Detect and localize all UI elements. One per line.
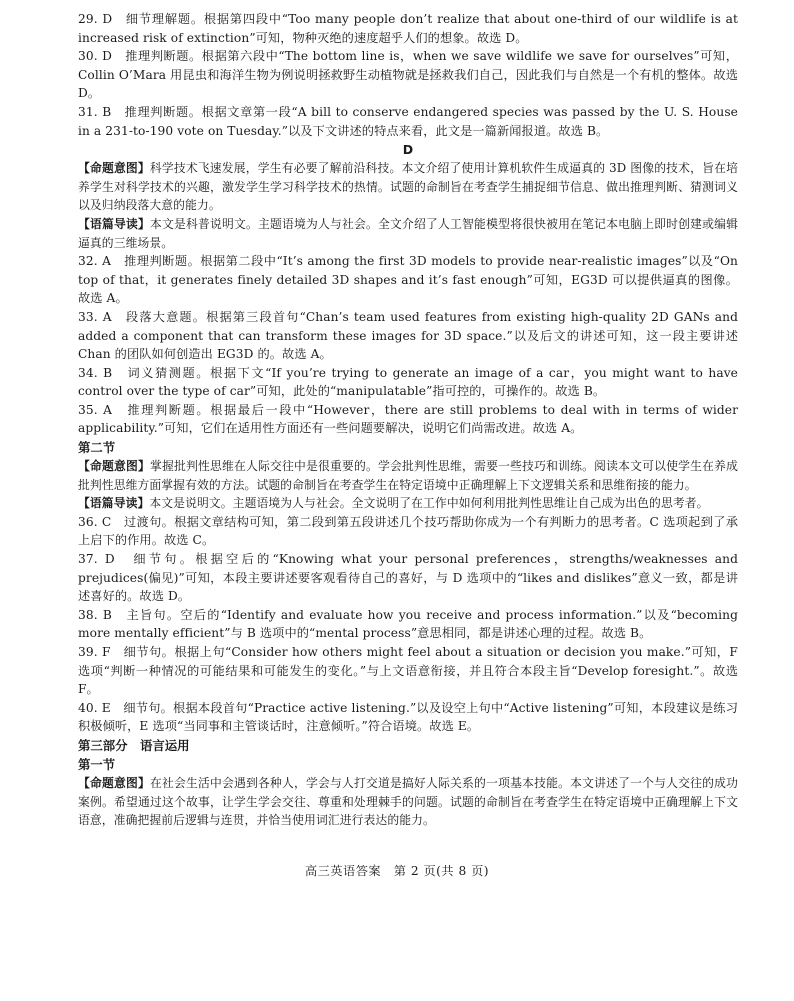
answer-item-34: 34. B 词义猜测题。根据下文“If you’re trying to generate an image of a car，you might want to have control over the type of car”可知，此处的“manipulatable”指可控的，可操作的。故选 B。: [78, 365, 738, 399]
part3-heading: 第三部分 语言运用: [78, 737, 190, 753]
answer-item-38: 38. B 主旨句。空后的“Identify and evaluate how you receive and process information.”以及“becoming more mentally efficient”与 B 选项中的“mental process”意思相同，都是讲述心理的过程。故选 B。: [78, 607, 738, 641]
answer-page: [78, 10, 738, 830]
answer-item-31: 31. B 推理判断题。根据文章第一段“A bill to conserve endangered species was passed by the U. S. House in a 231-to-190 vote on Tuesday.”以及下文讲述的特点来看，此文是一篇新闻报道。故选 B。: [78, 104, 738, 138]
answer-item-29: 29. D 细节理解题。根据第四段中“Too many people don’t realize that about one-third of our wildlife is at increased risk of extinction”可知，物种灭绝的速度超乎人们的想象。故选 D。: [78, 12, 738, 45]
p2-guide-text: 本文是说明文。主题语境为人与社会。全文说明了在工作中如何利用批判性思维让自己成为出色的思考者。: [149, 496, 709, 511]
d-guide-tag: 【语篇导读】: [78, 216, 151, 231]
answer-item-30: 30. D 推理判断题。根据第六段中“The bottom line is，when we save wildlife we save for ourselves”可知，Collin O’Mara 用昆虫和海洋生物为例说明拯救野生动植物就是拯救我们自己，因此我们与自然是一个有机的整体。故选 D。: [78, 49, 738, 101]
page-footer: 高三英语答案 第 2 页(共 8 页): [304, 864, 490, 878]
p2-intent-text: 掌握批判性思维在人际交往中是很重要的。学会批判性思维，需要一些技巧和训练。阅读本文可以使学生在养成批判性思维方面掌握有效的方法。试题的命制旨在考查学生在特定语境中正确理解上下文逻辑关系和思维衔接的能力。: [78, 459, 738, 492]
p2-guide: [78, 494, 738, 513]
p3-intent-tag: 【命题意图】: [78, 775, 151, 790]
items-top: [78, 10, 738, 140]
part3-subheading: 第一节: [78, 756, 116, 772]
answer-item-36: 36. C 过渡句。根据文章结构可知，第二段到第五段讲述几个技巧帮助你成为一个有判断力的思考者。C 选项起到了承上启下的作用。故选 C。: [78, 514, 738, 548]
d-guide: [78, 215, 738, 252]
p2-guide-tag: 【语篇导读】: [78, 496, 150, 511]
d-intent: [78, 159, 738, 215]
items-d: [78, 252, 738, 438]
p2-intent-tag: 【命题意图】: [78, 459, 151, 474]
d-intent-text: 科学技术飞速发展，学生有必要了解前沿科技。本文介绍了使用计算机软件生成逼真的 3D 图像的技术，旨在培养学生对科学技术的兴趣，激发学生学习科学技术的热情。试题的命制旨在考查学生捕捉细节信息、做出推理判断、猜测词义以及归纳段落大意的能力。: [78, 161, 738, 213]
p3-intent-text: 在社会生活中会遇到各种人，学会与人打交道是搞好人际关系的一项基本技能。本文讲述了一个与人交往的成功案例。希望通过这个故事，让学生学会交往、尊重和处理棘手的问题。试题的命制旨在考查学生在特定语境中正确理解上下文语意，准确把握前后逻辑与连贯，并恰当使用词汇进行表达的能力。: [78, 775, 738, 828]
answer-item-40: 40. E 细节句。根据本段首句“Practice active listening.”以及设空上句中“Active listening”可知，本段建议是练习积极倾听，E 选项“当同事和主管谈话时，注意倾听。”符合语境。故选 E。: [78, 700, 738, 734]
part2-heading: 第二节: [78, 440, 116, 456]
d-guide-text: 本文是科普说明文。主题语境为人与社会。全文介绍了人工智能模型将很快被用在笔记本电脑上即时创建或编辑逼真的三维场景。: [78, 216, 738, 250]
p2-intent: [78, 457, 738, 494]
answer-item-35: 35. A 推理判断题。根据最后一段中“However，there are still problems to deal with in terms of wider applicability.”可知，它们在适用性方面还有一些问题要解决，说明它们尚需改进。故选 A。: [78, 402, 738, 436]
answer-item-33: 33. A 段落大意题。根据第三段首句“Chan’s team used features from existing high-quality 2D GANs and added a component that can transform these images for 3D space.”以及后文的讲述可知，这一段主要讲述 Chan 的团队如何创造出 EG3D 的。故选 A。: [78, 309, 738, 362]
answer-item-39: 39. F 细节句。根据上句“Consider how others might feel about a situation or decision you make.”可知，F 选项“判断一种情况的可能结果和可能发生的变化。”与上文语意衔接，并且符合本段主旨“Develop foresight.”。故选 F。: [78, 645, 738, 697]
items-p2: [78, 513, 738, 736]
p3-intent: [78, 774, 738, 830]
section-d-heading: D: [402, 142, 414, 158]
answer-item-32: 32. A 推理判断题。根据第二段中“It’s among the first 3D models to provide near-realistic images”以及“On top of that，it generates finely detailed 3D shapes and it’s fast enough”可知，EG3D 可以提供逼真的图像。故选 A。: [78, 254, 738, 306]
answer-item-37: 37. D 细节句。根据空后的“Knowing what your personal preferences，strengths/weaknesses and prejudices(偏见)”可知，本段主要讲述要客观看待自己的喜好，与 D 选项中的“likes and dislikes”意义一致，都是讲述喜好的。故选 D。: [78, 552, 738, 604]
d-intent-tag: 【命题意图】: [78, 161, 150, 176]
